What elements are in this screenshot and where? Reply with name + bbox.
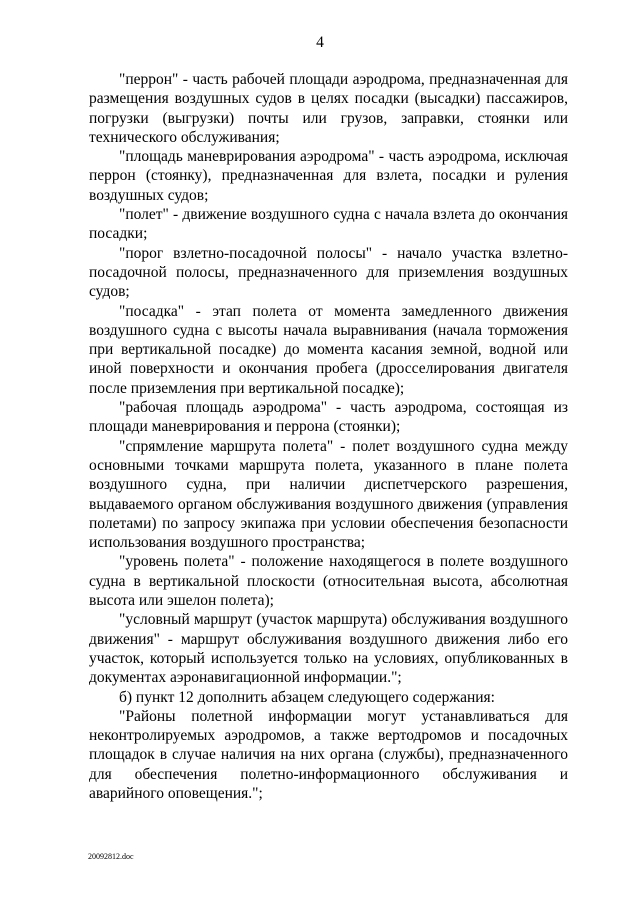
definition-maneuvering-area: "площадь маневрирования аэродрома" - часть аэродрома, исключая перрон (стоянку), предназначенная для взлета, посадки и руления воздушных судов; <box>89 148 568 204</box>
definition-flight-level: "уровень полета" - положение находящегося в полете воздушного судна в вертикальной плоскости (относительная высота, абсолютная высота или эшелон полета); <box>89 553 568 610</box>
definition-route-straightening: "спрямление маршрута полета" - полет воздушного судна между основными точками маршрута полета, указанного в плане полета воздушного судна, при наличии диспетчерского разрешения, выдаваемого органом обслуживания воздушного движения (управления полетами) по запросу экипажа при условии обеспечения безопасности использования воздушного пространства; <box>89 437 568 552</box>
definition-movement-area: "рабочая площадь аэродрома" - часть аэродрома, состоящая из площади маневрирования и перрона (стоянки); <box>89 399 568 436</box>
page-number: 4 <box>316 34 324 51</box>
document-body <box>89 70 568 803</box>
definition-runway-threshold: "порог взлетно-посадочной полосы" - начало участка взлетно-посадочной полосы, предназначенного для приземления воздушных судов; <box>89 244 568 301</box>
definition-flight: "полет" - движение воздушного судна с начала взлета до окончания посадки; <box>89 206 568 243</box>
definition-apron: "перрон" - часть рабочей площади аэродрома, предназначенная для размещения воздушных судов в целях посадки (высадки) пассажиров, погрузки (выгрузки) почты или грузов, заправки, стоянки или технического обслуживания; <box>89 71 568 146</box>
definition-landing: "посадка" - этап полета от момента замедленного движения воздушного судна с высоты начала выравнивания (начала торможения при вертикальной посадке) до момента касания земной, водной или иной поверхности и окончания пробега (дросселирования двигателя после приземления при вертикальной посадке); <box>89 302 568 397</box>
amendment-fir-paragraph: "Районы полетной информации могут устанавливаться для неконтролируемых аэродромов, а также вертодромов и посадочных площадок в случае наличия на них органа (службы), предназначенного для обеспечения полетно-информационного обслуживания и аварийного оповещения."; <box>89 707 568 802</box>
definition-conditional-route: "условный маршрут (участок маршрута) обслуживания воздушного движения" - маршрут обслуживания воздушного движения либо его участок, который используется только на условиях, опубликованных в документах аэронавигационной информации."; <box>89 611 568 687</box>
amendment-item-b: б) пункт 12 дополнить абзацем следующего содержания: <box>119 688 495 706</box>
footer-file-name: 20092812.doc <box>88 852 134 861</box>
